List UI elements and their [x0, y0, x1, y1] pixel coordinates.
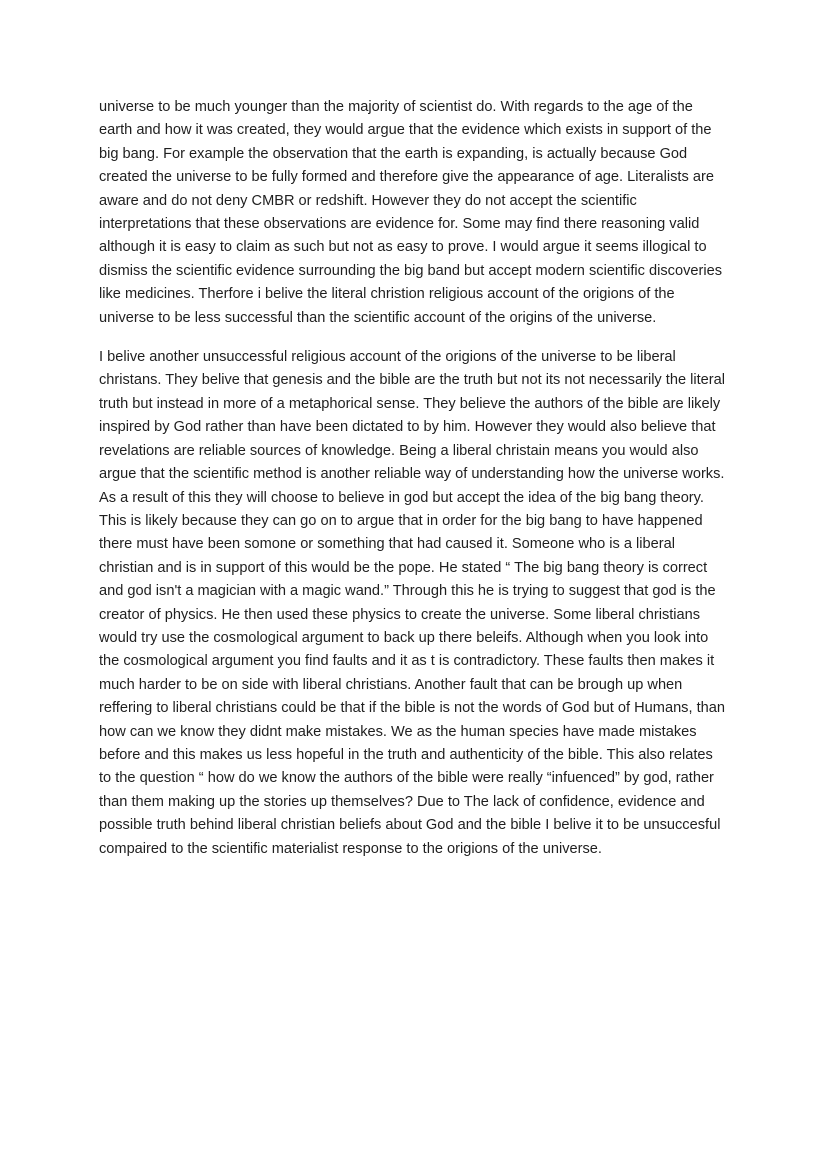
- document-text-block: [99, 96, 729, 877]
- paragraph-literal-christian: universe to be much younger than the majority of scientist do. With regards to the age of the earth and how it was created, they would argue that the evidence which exists in support of the big bang. For example the observation that the earth is expanding, is actually because God created the universe to be fully formed and therefore give the appearance of age. Literalists are aware and do not deny CMBR or redshift. However they do not accept the scientific interpretations that these observations are evidence for. Some may find there reasoning valid although it is easy to claim as such but not as easy to prove. I would argue it seems illogical to dismiss the scientific evidence surrounding the big band but accept modern scientific discoveries like medicines. Therfore i belive the literal christion religious account of the origions of the universe to be less successful than the scientific account of the origins of the universe.: [99, 99, 722, 326]
- paragraph-liberal-christian: I belive another unsuccessful religious account of the origions of the universe to be liberal christans. They belive that genesis and the bible are the truth but not its not necessarily the literal truth but instead in more of a metaphorical sense. They believe the authors of the bible are likely inspired by God rather than have been dictated to by him. However they would also believe that revelations are reliable sources of knowledge. Being a liberal christain means you would also argue that the scientific method is another reliable way of understanding how the universe works. As a result of this they will choose to believe in god but accept the idea of the big bang theory. This is likely because they can go on to argue that in order for the big bang to have happened there must have been somone or something that had caused it. Someone who is a liberal christian and is in support of this would be the pope. He stated “ The big bang theory is correct and god isn't a magician with a magic wand.” Through this he is trying to suggest that god is the creator of physics. He then used these physics to create the universe. Some liberal christians would try use the cosmological argument to back up there beleifs. Although when you look into the cosmological argument you find faults and it as t is contradictory. These faults then makes it much harder to be on side with liberal christians. Another fault that can be brough up when reffering to liberal christians could be that if the bible is not the words of God but of Humans, than how can we know they didnt make mistakes. We as the human species have made mistakes before and this makes us less hopeful in the truth and authenticity of the bible. This also relates to the question “ how do we know the authors of the bible were really “infuenced” by god, rather than them making up the stories up themselves? Due to The lack of confidence, evidence and possible truth behind liberal christian beliefs about God and the bible I belive it to be unsuccesful compaired to the scientific materialist response to the origions of the universe.: [99, 349, 725, 857]
